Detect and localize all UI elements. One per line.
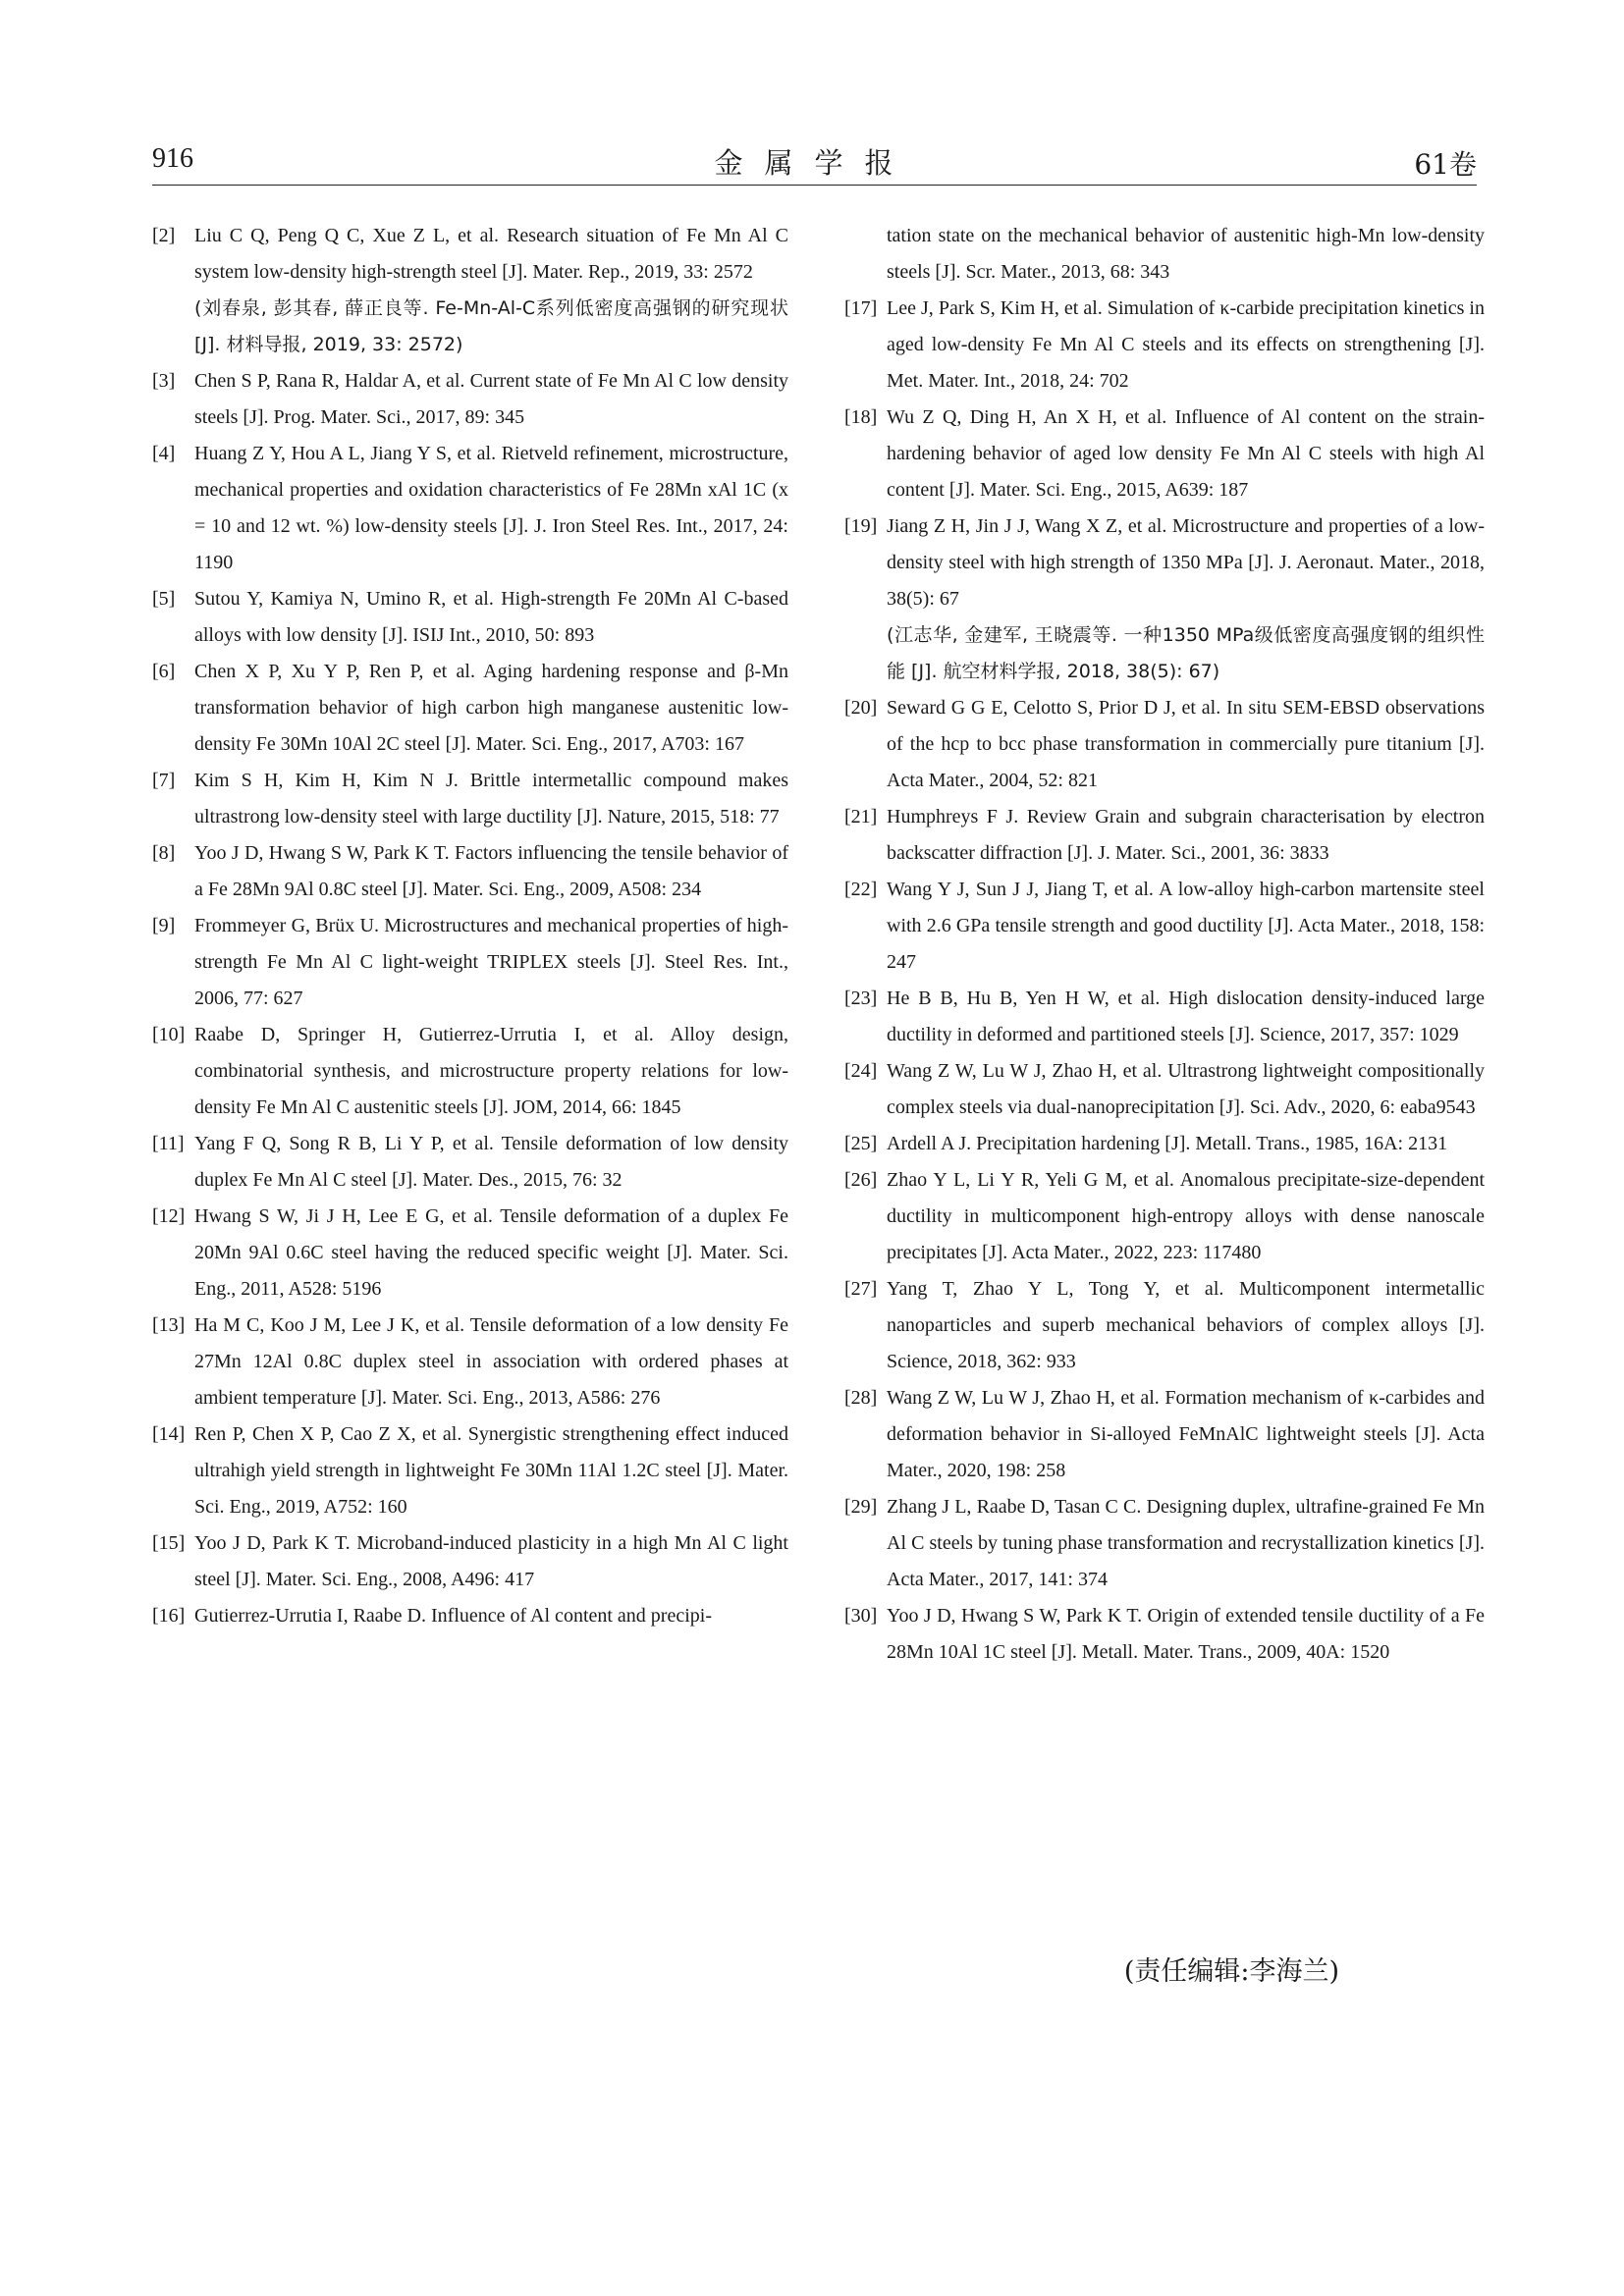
- reference-item: [152, 1199, 788, 1308]
- reference-item: [152, 1525, 788, 1598]
- reference-text: Wang Z W, Lu W J, Zhao H, et al. Ultrastrong lightweight compositionally complex steels via dual-nanoprecipitation [J]. Sci. Adv., 2020, 6: eaba9543: [887, 1060, 1485, 1118]
- reference-item: [844, 1598, 1485, 1671]
- reference-chinese-translation: (刘春泉, 彭其春, 薛正良等. Fe-Mn-Al-C系列低密度高强钢的研究现状 [J]. 材料导报, 2019, 33: 2572): [194, 297, 788, 355]
- reference-text: Lee J, Park S, Kim H, et al. Simulation of κ-carbide precipitation kinetics in aged low-density Fe Mn Al C steels and its effects on strengthening [J]. Met. Mater. Int., 2018, 24: 702: [887, 297, 1485, 392]
- reference-item: [152, 436, 788, 581]
- reference-text: Yoo J D, Hwang S W, Park K T. Factors influencing the tensile behavior of a Fe 28Mn 9Al 0.8C steel [J]. Mater. Sci. Eng., 2009, A508: 234: [194, 842, 788, 900]
- reference-text: Raabe D, Springer H, Gutierrez-Urrutia I, et al. Alloy design, combinatorial synthesis, and microstructure property relations for low-density Fe Mn Al C austenitic steels [J]. JOM, 2014, 66: 1845: [194, 1024, 788, 1118]
- reference-text: Zhang J L, Raabe D, Tasan C C. Designing duplex, ultrafine-grained Fe Mn Al C steels by tuning phase transformation and recrystallization kinetics [J]. Acta Mater., 2017, 141: 374: [887, 1496, 1485, 1590]
- reference-text: Ardell A J. Precipitation hardening [J]. Metall. Trans., 1985, 16A: 2131: [887, 1133, 1448, 1154]
- journal-title: 金属学报: [714, 146, 915, 180]
- reference-number: [29]: [844, 1496, 878, 1518]
- reference-number: [5]: [152, 588, 176, 610]
- reference-text: Chen S P, Rana R, Haldar A, et al. Current state of Fe Mn Al C low density steels [J]. Prog. Mater. Sci., 2017, 89: 345: [194, 370, 788, 428]
- reference-text: Zhao Y L, Li Y R, Yeli G M, et al. Anomalous precipitate-size-dependent ductility in multicomponent high-entropy alloys with dense nanoscale precipitates [J]. Acta Mater., 2022, 223: 117480: [887, 1169, 1485, 1263]
- reference-item: [152, 1308, 788, 1416]
- reference-text: Huang Z Y, Hou A L, Jiang Y S, et al. Rietveld refinement, microstructure, mechanical properties and oxidation characteristics of Fe 28Mn xAl 1C (x = 10 and 12 wt. %) low-density steels [J]. J. Iron Steel Res. Int., 2017, 24: 1190: [194, 443, 788, 573]
- reference-item: [152, 581, 788, 654]
- reference-text: Yoo J D, Hwang S W, Park K T. Origin of extended tensile ductility of a Fe 28Mn 10Al 1C steel [J]. Metall. Mater. Trans., 2009, 40A: 1520: [887, 1605, 1485, 1663]
- reference-item: [152, 1416, 788, 1525]
- reference-number: [4]: [152, 443, 176, 464]
- reference-number: [2]: [152, 225, 176, 246]
- reference-text: Wang Y J, Sun J J, Jiang T, et al. A low-alloy high-carbon martensite steel with 2.6 GPa tensile strength and good ductility [J]. Acta Mater., 2018, 158: 247: [887, 879, 1485, 973]
- reference-number: [10]: [152, 1024, 186, 1045]
- reference-number: [22]: [844, 879, 878, 900]
- reference-number: [23]: [844, 988, 878, 1009]
- references-right-column: [844, 218, 1485, 1671]
- reference-item: [152, 1126, 788, 1199]
- reference-number: [7]: [152, 770, 176, 791]
- reference-text: Hwang S W, Ji J H, Lee E G, et al. Tensile deformation of a duplex Fe 20Mn 9Al 0.6C steel having the reduced specific weight [J]. Mater. Sci. Eng., 2011, A528: 5196: [194, 1205, 788, 1300]
- reference-number: [25]: [844, 1133, 878, 1154]
- volume-label: 61卷: [1414, 148, 1477, 181]
- reference-number: [8]: [152, 842, 176, 864]
- reference-item: [152, 835, 788, 908]
- reference-number: [21]: [844, 806, 878, 828]
- reference-text: Yang F Q, Song R B, Li Y P, et al. Tensile deformation of low density duplex Fe Mn Al C steel [J]. Mater. Des., 2015, 76: 32: [194, 1133, 788, 1191]
- reference-number: [27]: [844, 1278, 878, 1300]
- reference-item: [152, 363, 788, 436]
- references-left-column: [152, 218, 788, 1634]
- reference-number: [17]: [844, 297, 878, 319]
- reference-text: Liu C Q, Peng Q C, Xue Z L, et al. Research situation of Fe Mn Al C system low-density high-strength steel [J]. Mater. Rep., 2019, 33: 2572: [194, 225, 788, 283]
- reference-text: He B B, Hu B, Yen H W, et al. High dislocation density-induced large ductility in deformed and partitioned steels [J]. Science, 2017, 357: 1029: [887, 988, 1485, 1045]
- reference-number: [16]: [152, 1605, 186, 1627]
- reference-item: [152, 908, 788, 1017]
- reference-text: Jiang Z H, Jin J J, Wang X Z, et al. Microstructure and properties of a low-density steel with high strength of 1350 MPa [J]. J. Aeronaut. Mater., 2018, 38(5): 67: [887, 515, 1485, 610]
- reference-number: [9]: [152, 915, 176, 936]
- reference-text: Chen X P, Xu Y P, Ren P, et al. Aging hardening response and β-Mn transformation behavior of high carbon high manganese austenitic low-density Fe 30Mn 10Al 2C steel [J]. Mater. Sci. Eng., 2017, A703: 167: [194, 661, 788, 755]
- editor-note: (责任编辑:李海兰): [1123, 1956, 1339, 1987]
- reference-item: [844, 799, 1485, 872]
- reference-item: [844, 1053, 1485, 1126]
- reference-number: [12]: [152, 1205, 186, 1227]
- reference-item: [844, 1380, 1485, 1489]
- reference-text: Wang Z W, Lu W J, Zhao H, et al. Formation mechanism of κ-carbides and deformation behavior in Si-alloyed FeMnAlC lightweight steels [J]. Acta Mater., 2020, 198: 258: [887, 1387, 1485, 1481]
- reference-item: [152, 763, 788, 835]
- reference-item: [152, 1017, 788, 1126]
- reference-number: [30]: [844, 1605, 878, 1627]
- running-header: [152, 137, 1477, 186]
- reference-number: [20]: [844, 697, 878, 719]
- reference-number: [19]: [844, 515, 878, 537]
- reference-item: [844, 1489, 1485, 1598]
- reference-item: [152, 1598, 788, 1634]
- reference-number: [28]: [844, 1387, 878, 1409]
- reference-text: Frommeyer G, Brüx U. Microstructures and mechanical properties of high-strength Fe Mn Al C light-weight TRIPLEX steels [J]. Steel Res. Int., 2006, 77: 627: [194, 915, 788, 1009]
- reference-item: [844, 400, 1485, 508]
- reference-item: [844, 690, 1485, 799]
- reference-text: Yoo J D, Park K T. Microband-induced plasticity in a high Mn Al C light steel [J]. Mater. Sci. Eng., 2008, A496: 417: [194, 1532, 788, 1590]
- reference-item: [844, 1126, 1485, 1162]
- reference-text: Sutou Y, Kamiya N, Umino R, et al. High-strength Fe 20Mn Al C-based alloys with low density [J]. ISIJ Int., 2010, 50: 893: [194, 588, 788, 646]
- reference-text: Yang T, Zhao Y L, Tong Y, et al. Multicomponent intermetallic nanoparticles and superb mechanical behaviors of complex alloys [J]. Science, 2018, 362: 933: [887, 1278, 1485, 1372]
- reference-item: [844, 1271, 1485, 1380]
- reference-text: Humphreys F J. Review Grain and subgrain characterisation by electron backscatter diffraction [J]. J. Mater. Sci., 2001, 36: 3833: [887, 806, 1485, 864]
- reference-number: [11]: [152, 1133, 185, 1154]
- reference-number: [26]: [844, 1169, 878, 1191]
- reference-item: [844, 291, 1485, 400]
- page-number: 916: [152, 143, 193, 174]
- reference-number: [14]: [152, 1423, 186, 1445]
- reference-text: Seward G G E, Celotto S, Prior D J, et al. In situ SEM-EBSD observations of the hcp to bcc phase transformation in commercially pure titanium [J]. Acta Mater., 2004, 52: 821: [887, 697, 1485, 791]
- reference-text: Gutierrez-Urrutia I, Raabe D. Influence of Al content and precipi-: [194, 1605, 712, 1627]
- reference-item: [844, 981, 1485, 1053]
- reference-number: [15]: [152, 1532, 186, 1554]
- reference-text: Ren P, Chen X P, Cao Z X, et al. Synergistic strengthening effect induced ultrahigh yield strength in lightweight Fe 30Mn 11Al 1.2C steel [J]. Mater. Sci. Eng., 2019, A752: 160: [194, 1423, 788, 1518]
- reference-number: [18]: [844, 406, 878, 428]
- reference-number: [13]: [152, 1314, 186, 1336]
- reference-text: Kim S H, Kim H, Kim N J. Brittle intermetallic compound makes ultrastrong low-density steel with large ductility [J]. Nature, 2015, 518: 77: [194, 770, 788, 828]
- reference-continuation: tation state on the mechanical behavior of austenitic high-Mn low-density steels [J]. Scr. Mater., 2013, 68: 343: [887, 225, 1485, 283]
- reference-number: [3]: [152, 370, 176, 392]
- reference-number: [24]: [844, 1060, 878, 1082]
- reference-number: [6]: [152, 661, 176, 682]
- reference-chinese-translation: (江志华, 金建军, 王晓震等. 一种1350 MPa级低密度高强度钢的组织性能 [J]. 航空材料学报, 2018, 38(5): 67): [887, 624, 1485, 682]
- reference-item: [152, 218, 788, 363]
- reference-item: [844, 1162, 1485, 1271]
- reference-item: [152, 654, 788, 763]
- reference-text: Wu Z Q, Ding H, An X H, et al. Influence of Al content on the strain-hardening behavior of aged low density Fe Mn Al C steels with high Al content [J]. Mater. Sci. Eng., 2015, A639: 187: [887, 406, 1485, 501]
- reference-item: [844, 508, 1485, 690]
- reference-item: [844, 872, 1485, 981]
- reference-text: Ha M C, Koo J M, Lee J K, et al. Tensile deformation of a low density Fe 27Mn 12Al 0.8C duplex steel in association with ordered phases at ambient temperature [J]. Mater. Sci. Eng., 2013, A586: 276: [194, 1314, 788, 1409]
